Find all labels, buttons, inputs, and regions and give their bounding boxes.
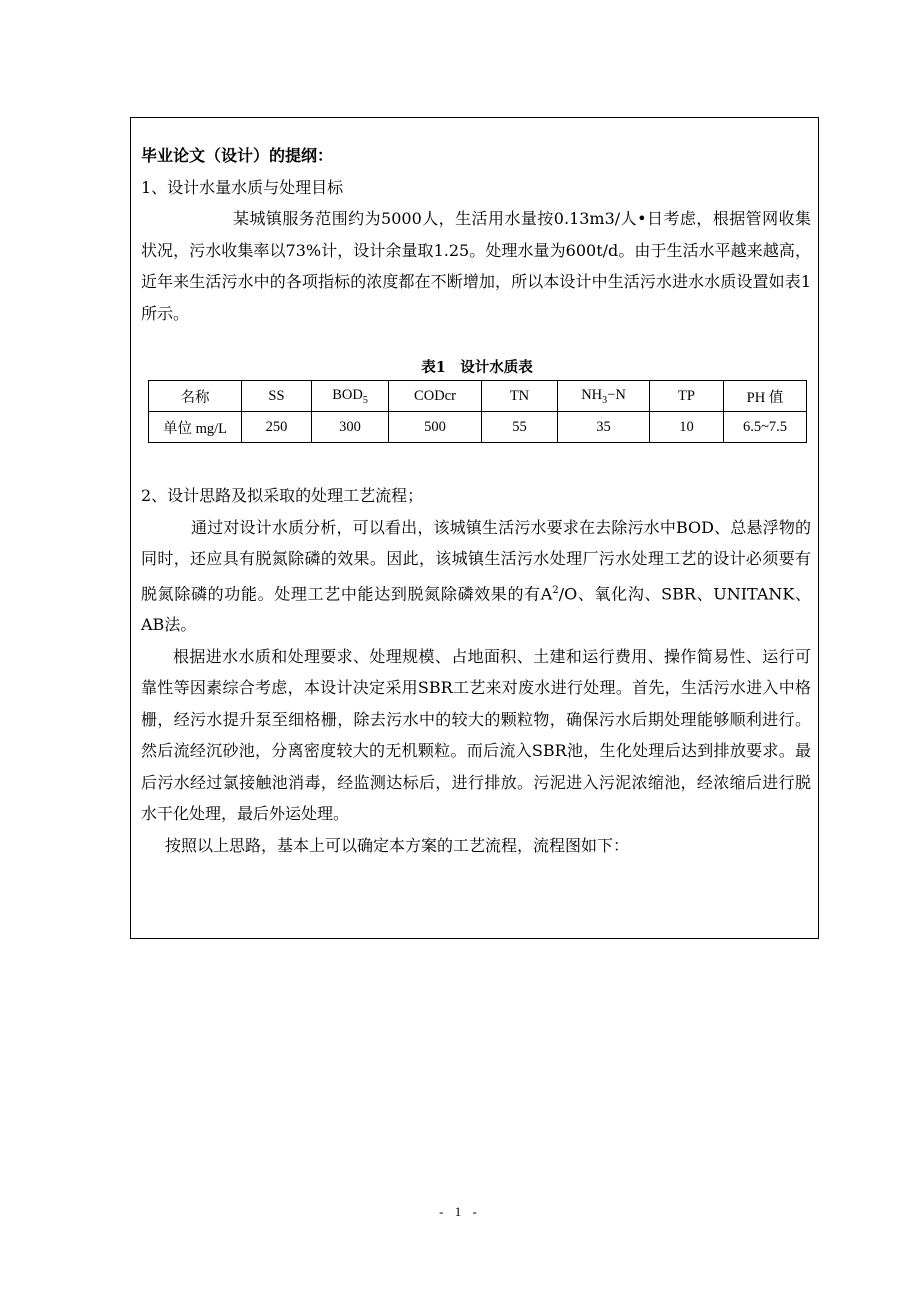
section2-paragraph-3: 按照以上思路，基本上可以确定本方案的工艺流程，流程图如下： — [165, 835, 630, 855]
bod-label: BOD — [332, 386, 363, 403]
table-cell: 6.5~7.5 — [724, 412, 807, 443]
section2 — [141, 480, 811, 861]
table-cell: 300 — [312, 412, 389, 443]
para1-text-end: /O、氧化沟、SBR、UNITANK、AB法。 — [141, 583, 811, 635]
table-cell: 250 — [242, 412, 312, 443]
water-quality-table-block — [148, 358, 806, 443]
section2-paragraph-1 — [141, 512, 811, 641]
outline-frame — [130, 117, 819, 939]
header-cell-ss: SS — [242, 381, 312, 412]
table-cell: 单位 mg/L — [149, 412, 242, 443]
nh-suffix: −N — [607, 386, 626, 403]
bod-subscript: 5 — [362, 394, 368, 406]
section1-title: 1、设计水量水质与处理目标 — [141, 177, 344, 197]
header-cell-bod — [312, 381, 389, 412]
nh-subscript: 3 — [602, 394, 608, 406]
table-cell: 55 — [482, 412, 558, 443]
outline-heading: 毕业论文（设计）的提纲： — [141, 146, 334, 165]
para1-superscript: 2 — [552, 584, 559, 596]
section1 — [141, 140, 811, 329]
para1-text: 通过对设计水质分析，可以看出，该城镇生活污水要求在去除污水中BOD、总悬浮物的同时，还应具有脱氮除磷的效果。因此，该城镇生活污水处理厂污水处理工艺的设计必须要有脱氮除磷的功能。处理工艺中能达到脱氮除磷效果的有A — [141, 517, 811, 603]
table-header-row — [149, 381, 807, 412]
page-number: - 1 - — [439, 1204, 481, 1219]
header-cell-ph: PH 值 — [724, 381, 807, 412]
table-cell: 35 — [558, 412, 650, 443]
header-cell-codcr: CODcr — [389, 381, 482, 412]
section1-paragraph: 某城镇服务范围约为5000人，生活用水量按0.13m3/人•日考虑，根据管网收集状况，污水收集率以73%计，设计余量取1.25。处理水量为600t/d。由于生活水平越来越高，近年来生活污水中的各项指标的浓度都在不断增加，所以本设计中生活污水进水水质设置如表1所示。 — [141, 209, 811, 323]
table-cell: 500 — [389, 412, 482, 443]
section2-paragraph-2: 根据进水水质和处理要求、处理规模、占地面积、土建和运行费用、操作简易性、运行可靠性等因素综合考虑，本设计决定采用SBR工艺来对废水进行处理。首先，生活污水进入中格栅，经污水提升泵至细格栅，除去污水中的较大的颗粒物，确保污水后期处理能够顺利进行。然后流经沉砂池，分离密度较大的无机颗粒。而后流入SBR池，生化处理后达到排放要求。最后污水经过氯接触池消毒，经监测达标后，进行排放。污泥进入污泥浓缩池，经浓缩后进行脱水干化处理，最后外运处理。 — [141, 646, 811, 824]
header-cell-name: 名称 — [149, 381, 242, 412]
header-cell-tn: TN — [482, 381, 558, 412]
table-cell: 10 — [650, 412, 724, 443]
table-caption: 表1 设计水质表 — [421, 359, 533, 376]
header-cell-nh3n — [558, 381, 650, 412]
section2-title: 2、设计思路及拟采取的处理工艺流程； — [141, 486, 424, 505]
nh-label: NH — [581, 386, 603, 403]
water-quality-table — [148, 380, 807, 443]
table-row — [149, 412, 807, 443]
header-cell-tp: TP — [650, 381, 724, 412]
